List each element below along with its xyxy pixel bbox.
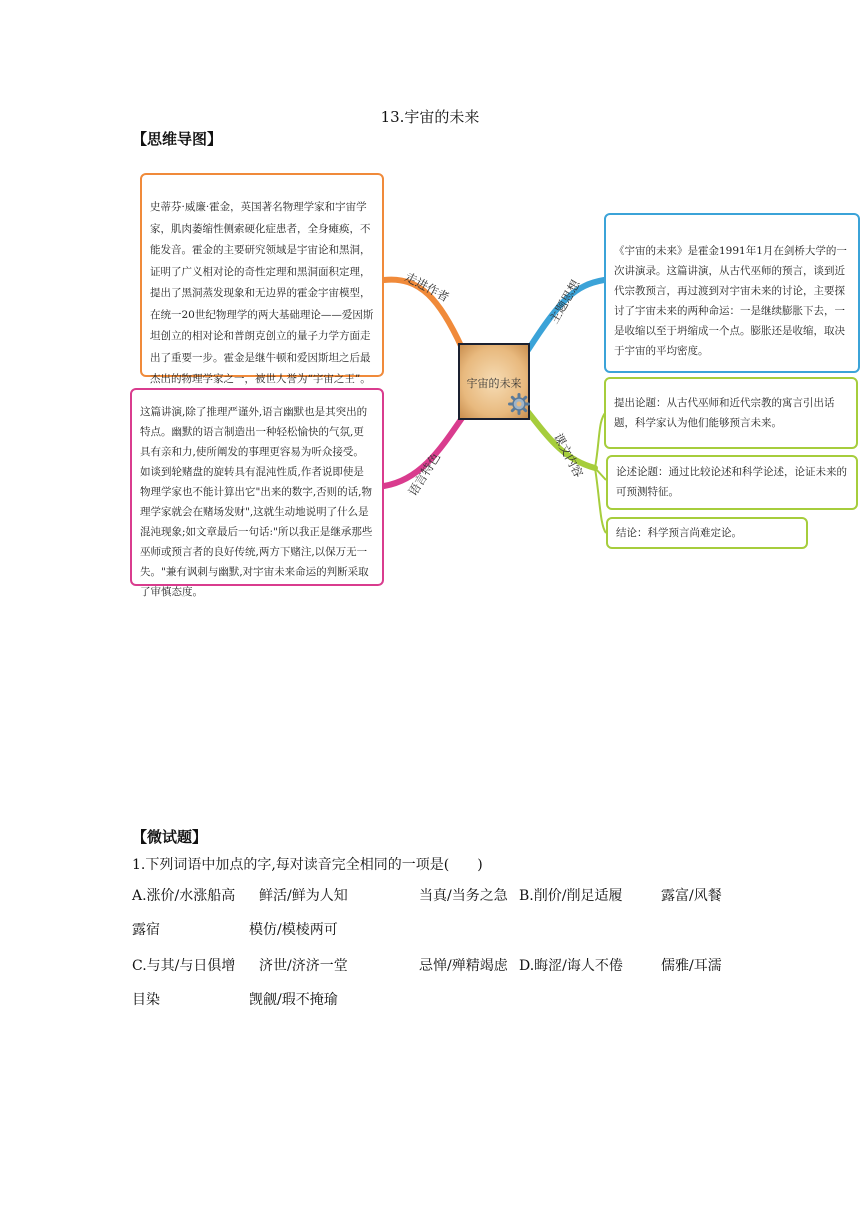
section-heading-quiz: 【微试题】 xyxy=(132,828,208,846)
gear-icon xyxy=(508,393,530,415)
theme-box: 《宇宙的未来》是霍金1991年1月在剑桥大学的一次讲演录。这篇讲演，从古代巫师的预言，谈到近代宗教预言，再过渡到对宇宙未来的讨论，主要探讨了宇宙未来的两种命运：一是继续膨胀下去，一是收缩以至于坍缩成一个点。膨胀还是收缩，取决于宇宙的平均密度。 xyxy=(604,213,860,373)
question-stem: 1.下列词语中加点的字,每对读音完全相同的一项是( ) xyxy=(132,857,483,873)
option-a-pair-3: 当真/当务之急 xyxy=(419,888,508,904)
option-b-pair-1: B.削价/削足适履 xyxy=(519,888,623,904)
content-box-conclusion: 结论：科学预言尚难定论。 xyxy=(606,517,808,549)
language-box: 这篇讲演,除了推理严谨外,语言幽默也是其突出的特点。幽默的语言制造出一种轻松愉快的气氛,更具有亲和力,使所阐发的事理更容易为听众接受。如谈到轮赌盘的旋转具有混沌性质,作者说即使是物理学家也不能计算出它"出来的数字,否则的话,物理学家就会在赌场发财",这就生动地说明了什么是混沌现象;如文章最后一句话:"所以我正是继承那些巫师或预言者的良好传统,两方下赌注,以保万无一失。"兼有讽刺与幽默,对宇宙未来命运的判断采取了审慎态度。 xyxy=(130,388,384,586)
option-c-pair-2: 济世/济济一堂 xyxy=(259,958,348,974)
author-box: 史蒂芬·威廉·霍金，英国著名物理学家和宇宙学家，肌肉萎缩性侧索硬化症患者，全身瘫痪，不能发音。霍金的主要研究领域是宇宙论和黑洞，证明了广义相对论的奇性定理和黑洞面积定理，提出了黑洞蒸发现象和无边界的霍金宇宙模型，在统一20世纪物理学的两大基础理论——爱因斯坦创立的相对论和普朗克创立的量子力学方面走出了重要一步。霍金是继牛顿和爱因斯坦之后最杰出的物理学家之一，被世人誉为“宇宙之王”。 xyxy=(140,173,384,377)
option-d-pair-3: 觊觎/瑕不掩瑜 xyxy=(249,992,338,1008)
center-topic-card: 宇宙的未来 xyxy=(458,343,530,420)
option-a-pair-1: A.涨价/水涨船高 xyxy=(132,888,236,904)
option-c-pair-3: 忌惮/殚精竭虑 xyxy=(419,958,508,974)
section-heading-mindmap: 【思维导图】 xyxy=(132,130,223,148)
branch-label-language: 语言特色 xyxy=(405,450,444,499)
option-d-pair-2-cont: 目染 xyxy=(132,992,160,1008)
branch-label-author: 走进作者 xyxy=(402,269,452,305)
option-b-pair-3: 模仿/模棱两可 xyxy=(249,922,338,938)
document-title: 13.宇宙的未来 xyxy=(380,108,480,126)
content-box-argument: 论述论题：通过比较论述和科学论述，论证未来的可预测特征。 xyxy=(606,455,858,510)
option-c-pair-1: C.与其/与日俱增 xyxy=(132,958,236,974)
option-b-pair-2: 露富/风餐 xyxy=(661,888,722,904)
branch-label-content: 课文内容 xyxy=(550,430,586,480)
option-b-pair-2-cont: 露宿 xyxy=(132,922,160,938)
branch-label-theme: 主题思想 xyxy=(546,277,583,326)
content-box-thesis: 提出论题：从古代巫师和近代宗教的寓言引出话题，科学家认为他们能够预言未来。 xyxy=(604,377,858,449)
option-d-pair-2: 儒雅/耳濡 xyxy=(661,958,722,974)
option-a-pair-2: 鲜活/鲜为人知 xyxy=(259,888,348,904)
option-d-pair-1: D.晦涩/诲人不倦 xyxy=(519,958,623,974)
